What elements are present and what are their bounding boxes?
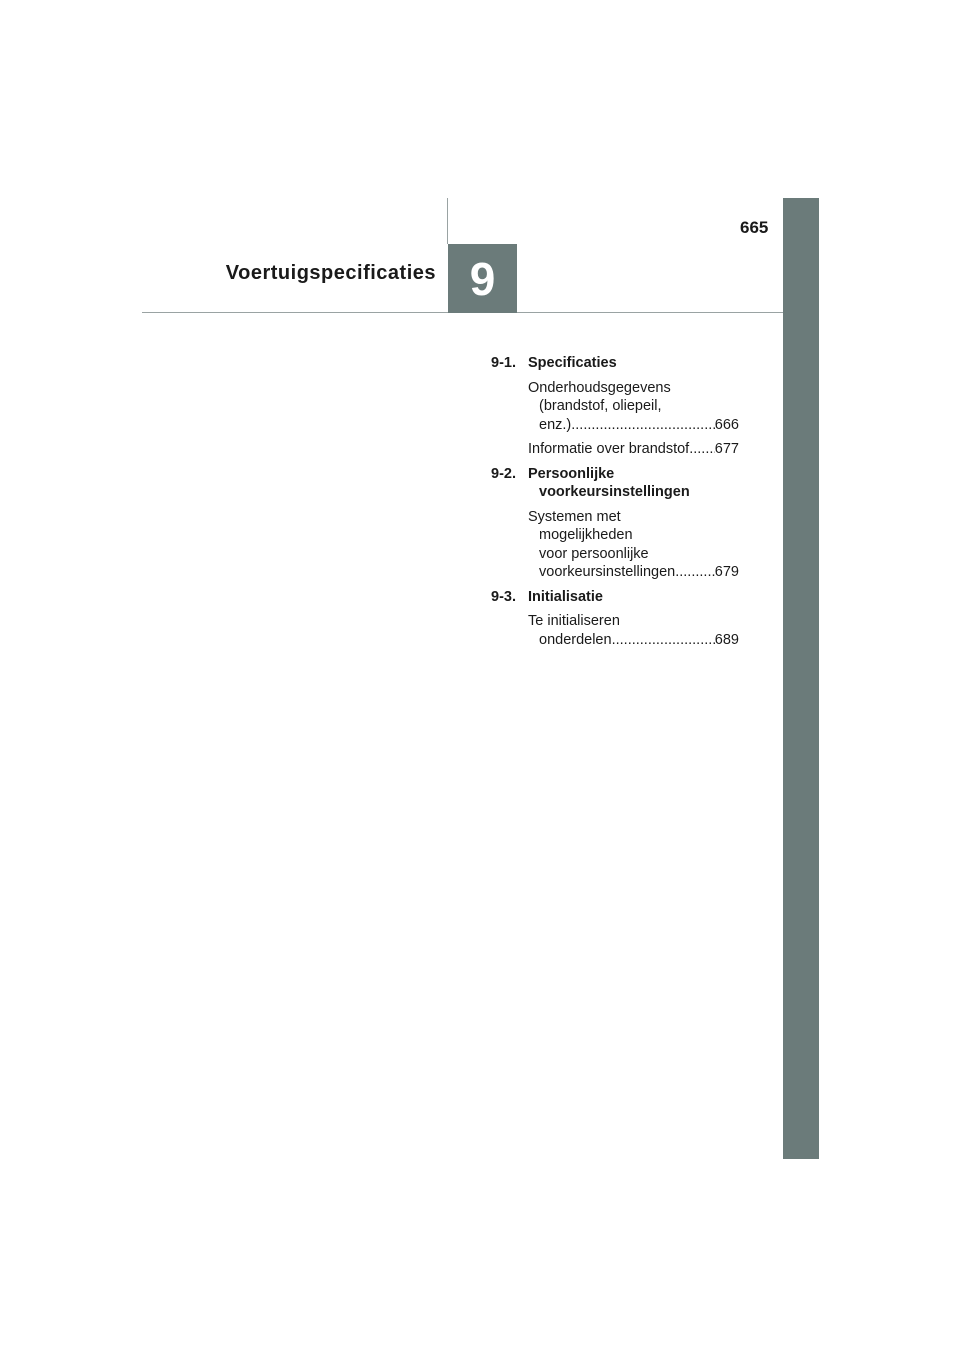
chapter-number-box [448, 244, 517, 313]
entry-page-number: 677 [714, 441, 739, 457]
page-number: 665 [740, 218, 769, 237]
entry-text-line: Systemen met [528, 508, 621, 525]
toc-section [491, 354, 739, 459]
dot-leader [571, 416, 715, 435]
entry-text-line: Informatie over brandstof [528, 441, 690, 457]
entry-text-line: enz.) [539, 416, 572, 433]
entry-last-line [528, 416, 739, 435]
dot-leader [675, 563, 715, 582]
table-of-contents [491, 354, 739, 655]
toc-section [491, 588, 739, 650]
entry-page-number: 666 [714, 416, 739, 433]
entry-page-number: 689 [714, 631, 739, 648]
section-title [528, 588, 739, 607]
section-title-line: voorkeursinstellingen [539, 484, 690, 500]
section-title [528, 465, 739, 502]
entry-text-line: Te initialiseren [528, 613, 620, 629]
entry-text-line: (brandstof, oliepeil, [539, 398, 662, 414]
section-number: 9-1. [491, 355, 516, 371]
section-heading [491, 465, 739, 502]
toc-entry[interactable] [528, 612, 739, 649]
dot-leader [689, 440, 715, 459]
entry-page-number: 679 [714, 564, 739, 580]
section-number: 9-2. [491, 465, 516, 482]
entry-text-line: mogelijkheden [539, 527, 633, 543]
toc-entry[interactable] [528, 440, 739, 459]
entry-text-line: voor persoonlijke [539, 545, 649, 562]
section-heading [491, 354, 739, 373]
header-vertical-rule [447, 198, 448, 244]
dot-leader [612, 631, 715, 650]
entry-text-line: voorkeursinstellingen [539, 564, 676, 580]
section-title [528, 354, 739, 373]
toc-entry[interactable] [528, 379, 739, 435]
entry-last-line [528, 440, 739, 459]
entry-text-line: Onderhoudsgegevens [528, 379, 671, 396]
section-number: 9-3. [491, 588, 516, 605]
chapter-title: Voertuigspecificaties [225, 262, 436, 284]
side-thumb-tab [783, 198, 819, 1159]
section-title-line: Persoonlijke [528, 465, 615, 482]
toc-section [491, 465, 739, 582]
chapter-number: 9 [469, 252, 496, 305]
section-heading [491, 588, 739, 607]
section-title-line: Specificaties [528, 355, 617, 371]
section-title-line: Initialisatie [528, 588, 603, 605]
entry-text-line: onderdelen [539, 631, 612, 648]
toc-entry[interactable] [528, 508, 739, 582]
entry-last-line [528, 631, 739, 650]
entry-last-line [528, 563, 739, 582]
